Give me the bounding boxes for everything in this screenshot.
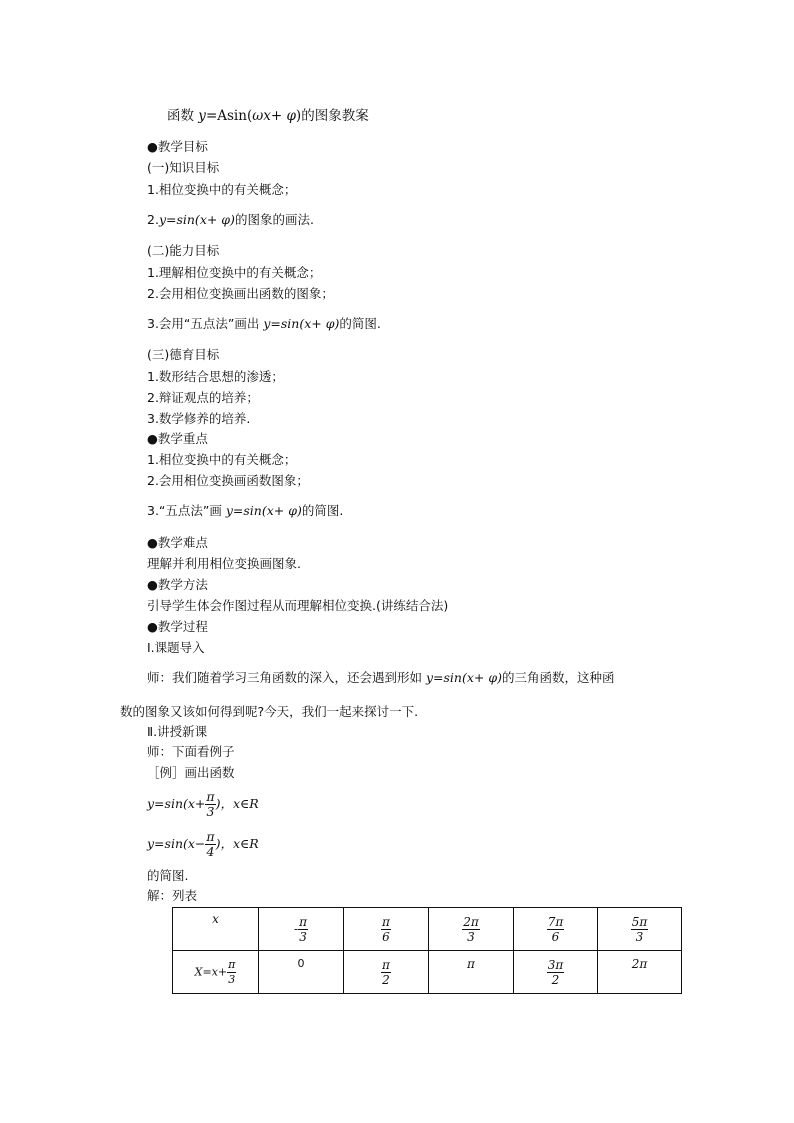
- title-eq: =A: [205, 108, 227, 124]
- denominator: 3: [635, 929, 644, 944]
- goal-ability-3-text: 3.会用“五点法”画出: [147, 316, 264, 331]
- formula-2-denominator: 4: [206, 844, 215, 859]
- goal-ability-2: 2.会用相位变换画出函数的图象；: [147, 286, 334, 301]
- title-sin: sin(: [227, 108, 253, 124]
- goal-ability-1: 1.理解相位变换中的有关概念；: [147, 265, 322, 280]
- table-cell: 0: [259, 951, 344, 994]
- section-teaching-goals: ●教学目标: [147, 139, 208, 154]
- cell-fraction: [381, 958, 391, 987]
- table-row: [173, 908, 682, 951]
- title-plus: +: [270, 108, 287, 124]
- formula-2-numerator: π: [206, 829, 215, 844]
- key-point-3-text: 3.“五点法”画: [147, 503, 226, 518]
- numerator: 7π: [547, 914, 564, 929]
- key-point-3-formula: y=sin(x+ φ): [225, 503, 302, 518]
- document-title: [167, 108, 369, 124]
- intro-paragraph-line2: 数的图象又该如何得到呢?今天，我们一起来探讨一下.: [120, 704, 419, 719]
- table-cell: [429, 908, 514, 951]
- intro-text: 师：我们随着学习三角函数的深入，还会遇到形如: [147, 670, 426, 685]
- title-close: ): [295, 108, 302, 124]
- goal-knowledge-heading: (一)知识目标: [147, 160, 220, 175]
- denominator: 6: [551, 929, 560, 944]
- value-table: [172, 907, 682, 994]
- goal-moral-1: 1.数形结合思想的渗透；: [147, 369, 284, 384]
- denominator: 3: [467, 929, 475, 944]
- formula-1-prefix: y=sin(x+: [147, 796, 206, 811]
- sketch-text: 的简图.: [147, 868, 189, 883]
- example-formula-2: [147, 828, 259, 860]
- formula-2-prefix: y=sin(x−: [147, 836, 206, 851]
- goal-knowledge-2-number: 2.: [147, 212, 159, 227]
- formula-1-denominator: 3: [206, 804, 215, 819]
- section-process: ●教学过程: [147, 619, 208, 634]
- numerator: π: [299, 914, 307, 929]
- table-cell: [259, 908, 344, 951]
- formula-1-suffix: )，x∈R: [215, 796, 259, 811]
- process-step-1: Ⅰ.课题导入: [147, 640, 205, 655]
- cell-fraction: [462, 915, 480, 944]
- table-cell: [514, 908, 598, 951]
- cell-fraction: [227, 958, 236, 987]
- goal-moral-3: 3.数学修养的培养.: [147, 411, 251, 426]
- solution-heading: 解：列表: [147, 888, 198, 903]
- formula-2-fraction: [205, 830, 215, 859]
- title-y: y: [198, 108, 206, 124]
- intro-paragraph-line1: [147, 670, 615, 686]
- goal-moral-heading: (三)德育目标: [147, 347, 220, 362]
- intro-formula: y=sin(x+ φ): [425, 670, 502, 685]
- key-point-1: 1.相位变换中的有关概念；: [147, 452, 297, 467]
- numerator: 5π: [631, 914, 648, 929]
- title-suffix: 的图象教案: [301, 108, 369, 124]
- goal-knowledge-2-text: 的图象的画法.: [234, 212, 314, 227]
- goal-ability-3-formula: y=sin(x+ φ): [263, 316, 340, 331]
- process-step-2: Ⅱ.讲授新课: [147, 724, 208, 739]
- table-header-X: [173, 951, 259, 994]
- method-text: 引导学生体会作图过程从而理解相位变换.(讲练结合法): [147, 598, 449, 613]
- goal-knowledge-2: [147, 212, 314, 228]
- table-cell: [514, 951, 598, 994]
- numerator: 2π: [463, 914, 479, 929]
- denominator: 6: [382, 929, 390, 944]
- intro-text-end: 的三角函数，这种函: [502, 670, 615, 685]
- teacher-line: 师：下面看例子: [147, 744, 235, 759]
- key-point-2: 2.会用相位变换画函数图象；: [147, 473, 309, 488]
- denominator: 3: [299, 929, 307, 944]
- goal-knowledge-2-formula: y=sin(x+ φ): [158, 212, 235, 227]
- cell-fraction: [547, 915, 565, 944]
- table-cell: 2π: [598, 951, 682, 994]
- cell-fraction: [631, 915, 649, 944]
- denominator: 3: [228, 972, 236, 986]
- goal-ability-heading: (二)能力目标: [147, 243, 220, 258]
- table-cell: [598, 908, 682, 951]
- numerator: π: [382, 914, 390, 929]
- goal-ability-3: [147, 316, 381, 332]
- formula-2-suffix: )，x∈R: [215, 836, 259, 851]
- table-cell: [344, 951, 429, 994]
- difficulty-text: 理解并利用相位变换画图象.: [147, 556, 301, 571]
- denominator: 2: [551, 972, 560, 987]
- denominator: 2: [382, 972, 390, 987]
- table-row: [173, 951, 682, 994]
- goal-ability-3-suffix: 的简图.: [339, 316, 381, 331]
- example-formula-1: [147, 788, 259, 820]
- key-point-3-suffix: 的简图.: [301, 503, 344, 518]
- minus-sign: -: [294, 922, 299, 936]
- section-difficulty: ●教学难点: [147, 535, 208, 550]
- cell-fraction: [381, 915, 391, 944]
- goal-moral-2: 2.辩证观点的培养；: [147, 390, 259, 405]
- formula-1-fraction: [205, 790, 215, 819]
- numerator: π: [228, 957, 236, 971]
- title-prefix: 函数: [167, 108, 199, 124]
- numerator: π: [382, 957, 390, 972]
- goal-knowledge-1: 1.相位变换中的有关概念；: [147, 182, 297, 197]
- key-point-3: [147, 503, 343, 519]
- title-omega: ω: [252, 108, 264, 124]
- section-key-points: ●教学重点: [147, 431, 208, 446]
- numerator: 3π: [547, 957, 564, 972]
- formula-1-numerator: π: [206, 789, 215, 804]
- cell-fraction: [547, 958, 565, 987]
- table-cell: π: [429, 951, 514, 994]
- header-X-prefix: X=x+: [194, 965, 228, 978]
- table-header-x: x: [173, 908, 259, 951]
- title-phi: φ: [286, 108, 296, 124]
- cell-fraction: [298, 915, 308, 944]
- table-cell: [344, 908, 429, 951]
- title-x: x: [263, 108, 271, 124]
- example-heading: ［例］画出函数: [147, 765, 235, 780]
- section-method: ●教学方法: [147, 577, 208, 592]
